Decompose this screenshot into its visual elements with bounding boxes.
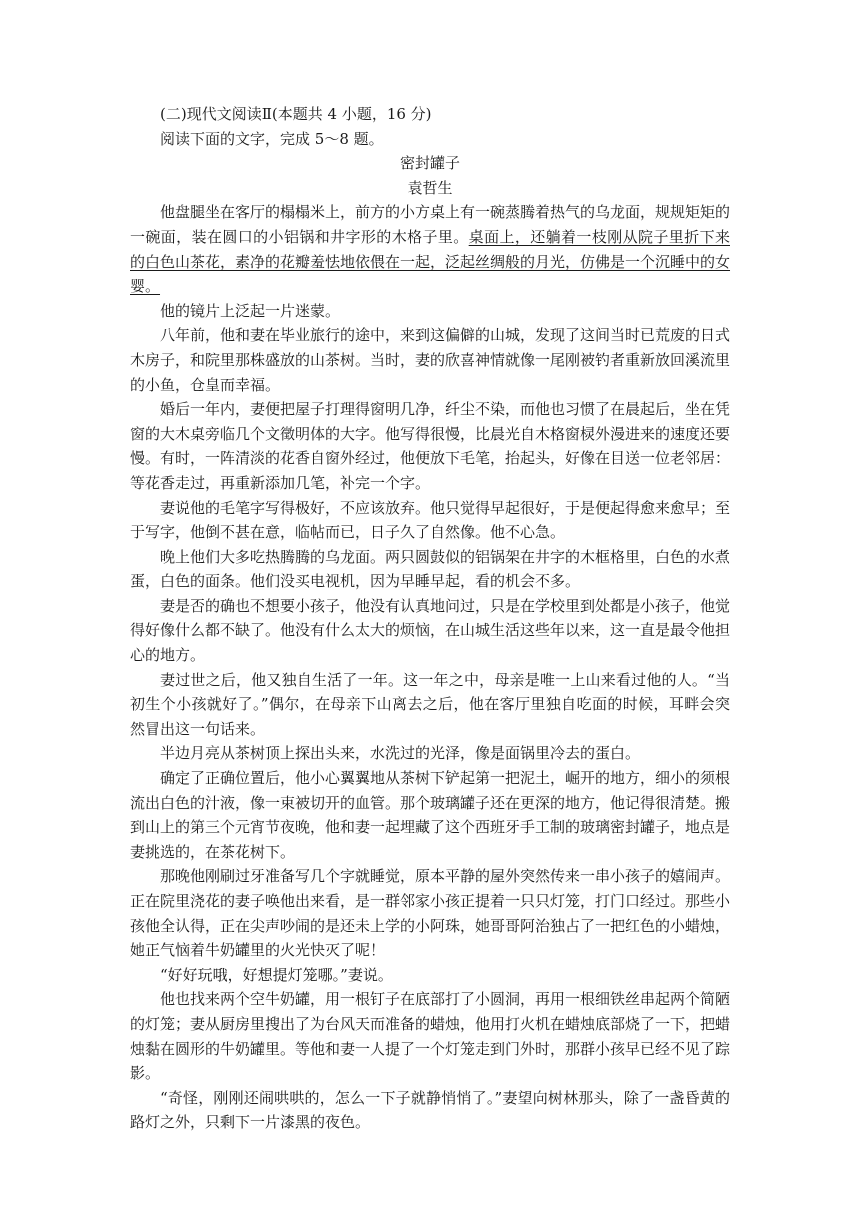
article-paragraph: 八年前，他和妻在毕业旅行的途中，来到这偏僻的山城，发现了这间当时已荒废的日式木房子，和院里那株盛放的山茶树。当时，妻的欣喜神情就像一尾刚被钓者重新放回溪流里的小鱼，仓皇而幸福。 [130,326,731,394]
article-paragraph: 妻说他的毛笔字写得极好，不应该放弃。他只觉得早起很好，于是便起得愈来愈早；至于写字，他倒不甚在意，临帖而已，日子久了自然像。他不心急。 [130,498,731,542]
article-paragraph: 他也找来两个空牛奶罐，用一根钉子在底部打了小圆洞，再用一根细铁丝串起两个简陋的灯笼；妻从厨房里搜出了为台风天而准备的蜡烛，他用打火机在蜡烛底部烧了一下，把蜡烛黏在圆形的牛奶罐里。等他和妻一人提了一个灯笼走到门外时，那群小孩早已经不见了踪影。 [130,990,731,1083]
paragraph-text: 他盘腿坐在客厅的榻榻米上，前方的小方桌上有一碗蒸腾着热气的乌龙面，规规矩矩的一碗面，装在圆口的小铝锅和井字形的木格子里。 [130,203,731,246]
article-paragraph: 晚上他们大多吃热腾腾的乌龙面。两只圆鼓似的铝锅架在井字的木框格里，白色的水煮蛋，白色的面条。他们没买电视机，因为早睡早起，看的机会不多。 [130,547,731,591]
section-header: (二)现代文阅读Ⅱ(本题共 4 小题，16 分) [160,105,432,123]
article-paragraph: 妻是否的确也不想要小孩子，他没有认真地问过，只是在学校里到处都是小孩子，他觉得好像什么都不缺了。他没有什么太大的烦恼，在山城生活这些年以来，这一直是最令他担心的地方。 [130,596,731,665]
article-paragraph: 他的镜片上泛起一片迷蒙。 [160,301,341,320]
article-paragraph [130,200,730,298]
article-paragraph: 妻过世之后，他又独自生活了一年。这一年之中，母亲是唯一上山来看过他的人。“当初生个小孩就好了。”偶尔，在母亲下山离去之后，他在客厅里独自吃面的时候，耳畔会突然冒出这一句话来。 [130,670,730,738]
article-paragraph: 婚后一年内，妻便把屋子打理得窗明几净，纤尘不染，而他也习惯了在晨起后，坐在凭窗的大木桌旁临几个文徵明体的大字。他写得很慢，比晨光自木格窗棂外漫进来的速度还要慢。有时，一阵清淡的花香自窗外经过，他便放下毛笔，抬起头，好像在目送一位老邻居：等花香走过，再重新添加几笔，补完一个字。 [130,400,731,492]
underlined-sentence: 桌面上，还躺着一枝刚从院子里折下来的白色山茶花，素净的花瓣羞怯地依偎在一起，泛起丝绸般的月光，仿佛是一个沉睡中的女婴。 [130,227,731,296]
article-paragraph: 确定了正确位置后，他小心翼翼地从茶树下铲起第一把泥土，崛开的地方，细小的须根流出白色的汁液，像一束被切开的血管。那个玻璃罐子还在更深的地方，他记得很清楚。搬到山上的第三个元宵节夜晚，他和妻一起埋藏了这个西班牙手工制的玻璃密封罐子，地点是妻挑选的，在茶花树下。 [130,769,731,861]
article-paragraph: “好好玩哦，好想提灯笼哪。”妻说。 [160,965,393,984]
article-paragraph: 那晚他刚刷过牙准备写几个字就睡觉，原本平静的屋外突然传来一串小孩子的嬉闹声。正在院里浇花的妻子唤他出来看，是一群邻家小孩正提着一只只灯笼，打门口经过。那些小孩他全认得，正在尖声吵闹的是还未上学的小阿珠，她哥哥阿治独占了一把红色的小蜡烛，她正气恼着牛奶罐里的火光快灭了呢！ [130,867,731,960]
document-page [130,102,730,1135]
article-paragraph: 半边月亮从茶树顶上探出头来，水洗过的光泽，像是面锅里冷去的蛋白。 [160,744,641,763]
reading-instruction: 阅读下面的文字，完成 5～8 题。 [160,129,384,148]
article-title: 密封罐子 [399,154,460,173]
article-paragraph: “奇怪，刚刚还闹哄哄的，怎么一下子就静悄悄了。”妻望向树林那头，除了一盏昏黄的路灯之外，只剩下一片漆黑的夜色。 [130,1088,730,1132]
article-author: 袁哲生 [407,178,453,197]
